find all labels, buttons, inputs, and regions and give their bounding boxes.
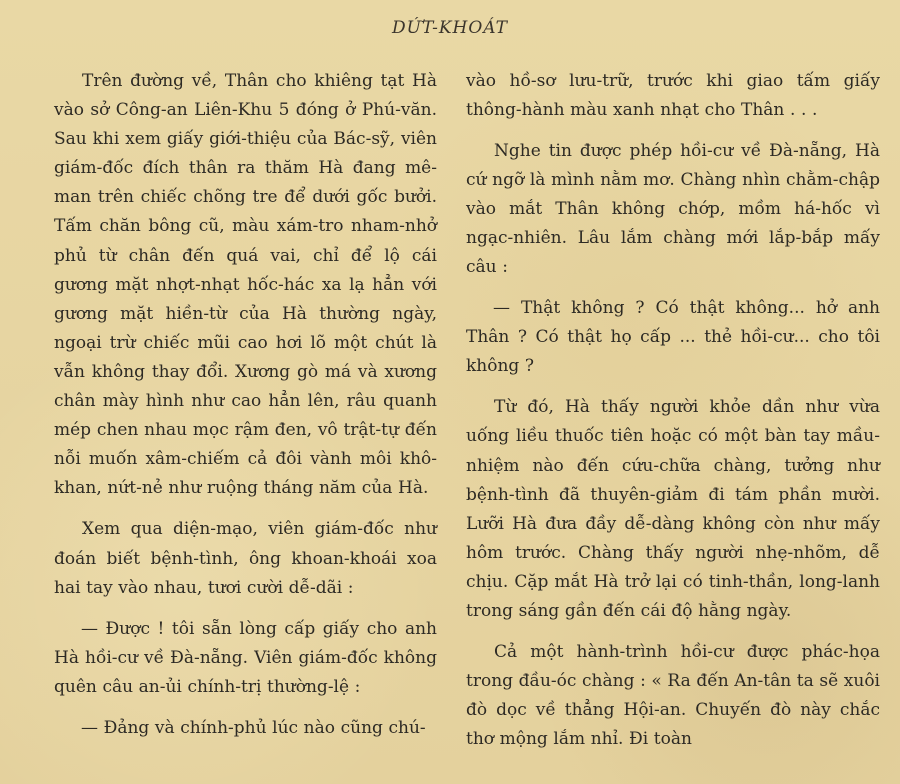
right-text-column bbox=[466, 67, 880, 766]
right-paragraph-5: Cả một hành-trình hồi-cư được phác-họa trong đầu-óc chàng : « Ra đến An-tân ta sẽ xuôi đò dọc về thẳng Hội-an. Chuyến đò này chắc thơ mộng lắm nhỉ. Đi toàn bbox=[466, 642, 880, 750]
left-paragraph-2: Xem qua diện-mạo, viên giám-đốc như đoán biết bệnh-tình, ông khoan-khoái xoa hai tay vào nhau, tươi cười dễ-dãi : bbox=[54, 519, 437, 598]
right-paragraph-3: — Thật không ? Có thật không... hở anh Thân ? Có thật họ cấp ... thẻ hồi-cư... cho tôi không ? bbox=[466, 298, 880, 377]
left-paragraph-3: — Được ! tôi sẵn lòng cấp giấy cho anh Hà hồi-cư về Đà-nẵng. Viên giám-đốc không quên câu an-ủi chính-trị thường-lệ : bbox=[54, 618, 437, 697]
left-paragraph-4: — Đảng và chính-phủ lúc nào cũng chú- bbox=[81, 717, 426, 738]
running-header: DỨT-KHOÁT bbox=[392, 18, 508, 38]
right-paragraph-2: Nghe tin được phép hồi-cư về Đà-nẵng, Hà cứ ngỡ là mình nằm mơ. Chàng nhìn chằm-chập vào mắt Thân không chớp, mồm há-hốc vì ngạc-nhiên. Lâu lắm chàng mới lắp-bắp mấy câu : bbox=[466, 140, 880, 277]
right-paragraph-4: Từ đó, Hà thấy người khỏe dần như vừa uống liều thuốc tiên hoặc có một bàn tay mầu-nhiệm nào đến cứu-chữa chàng, tưởng như bệnh-tình đã thuyên-giảm đi tám phần mười. Lưỡi Hà đưa đầy dễ-dàng không còn như mấy hôm trước. Chàng thấy người nhẹ-nhõm, dễ chịu. Cặp mắt Hà trở lại có tinh-thần, long-lanh trong sáng gần đến cái độ hằng ngày. bbox=[466, 397, 880, 621]
left-text-column bbox=[54, 67, 437, 755]
right-paragraph-1: vào hồ-sơ lưu-trữ, trước khi giao tấm giấy thông-hành màu xanh nhạt cho Thân . . . bbox=[466, 71, 880, 120]
left-paragraph-1: Trên đường về, Thân cho khiêng tạt Hà vào sở Công-an Liên-Khu 5 đóng ở Phú-văn. Sau khi xem giấy giới-thiệu của Bác-sỹ, viên giám-đốc đích thân ra thăm Hà đang mê-man trên chiếc chõng tre để dưới gốc bưởi. Tấm chăn bông cũ, màu xám-tro nham-nhở phủ từ chân đến quá vai, chỉ để lộ cái gương mặt nhợt-nhạt hốc-hác xa lạ hẳn với gương mặt hiền-từ của Hà thường ngày, ngoại trừ chiếc mũi cao hơi lõ một chút là vẫn không thay đổi. Xương gò má và xương chân mày hình như cao hẳn lên, râu quanh mép chen nhau mọc rậm đen, vô trật-tự đến nỗi muốn xâm-chiếm cả đôi vành môi khô-khan, nứt-nẻ như ruộng tháng năm của Hà. bbox=[54, 71, 437, 499]
